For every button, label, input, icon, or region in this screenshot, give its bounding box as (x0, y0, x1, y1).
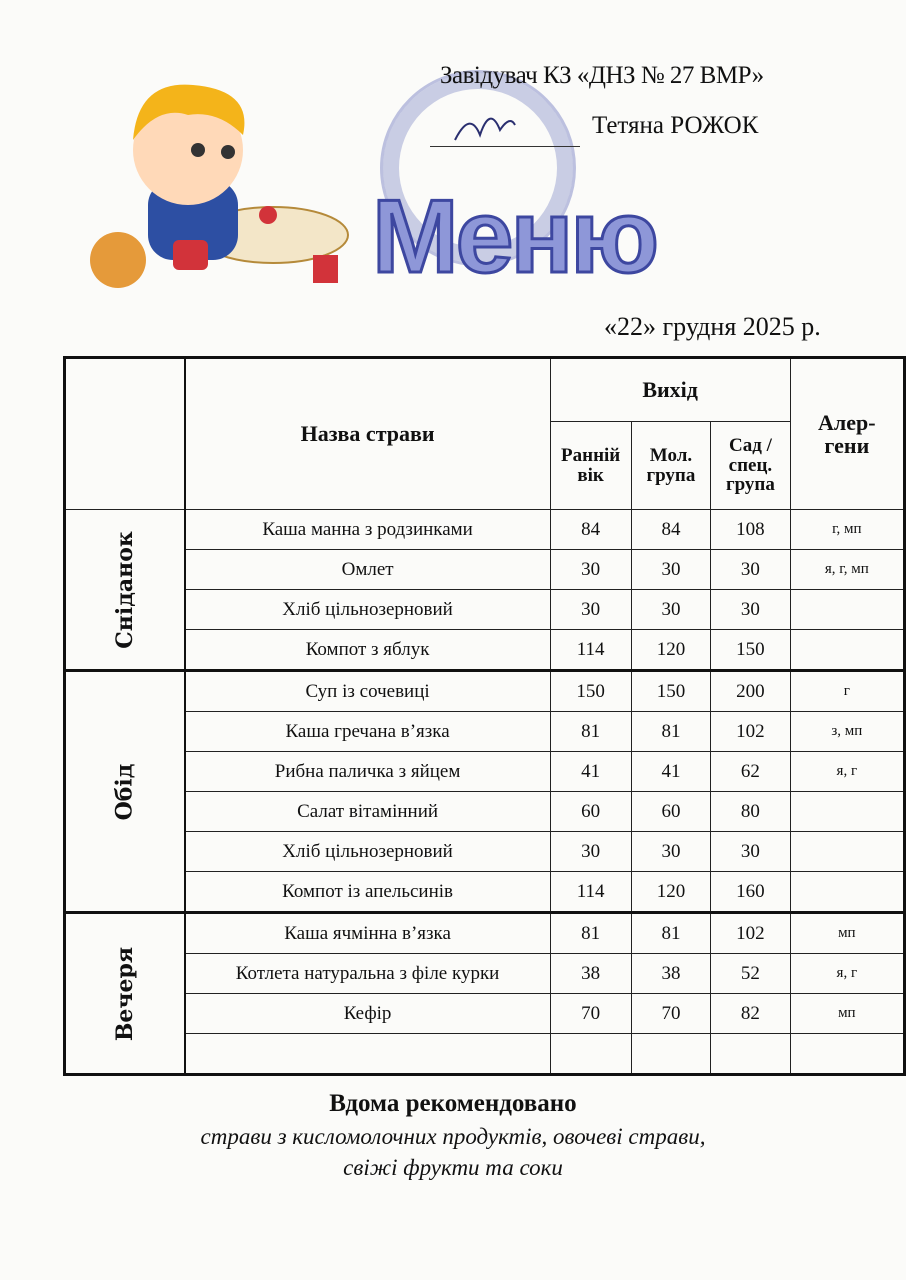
output-junior (631, 1034, 710, 1075)
dish-name: Омлет (185, 550, 551, 590)
menu-date: «22» грудня 2025 р. (604, 312, 821, 341)
allergens: мп (790, 994, 904, 1034)
signatory-name: Тетяна РОЖОК (592, 112, 759, 139)
output-early: 30 (550, 832, 631, 872)
output-garden: 160 (711, 872, 790, 913)
output-early: 60 (550, 792, 631, 832)
col-early-header: Ранній вік (550, 422, 631, 510)
allergens (790, 1034, 904, 1075)
output-junior: 81 (631, 913, 710, 954)
section-label (65, 913, 185, 1075)
table-row (65, 1034, 905, 1075)
table-row (65, 752, 905, 792)
table-row (65, 954, 905, 994)
allergens: я, г (790, 954, 904, 994)
allergens: г, мп (790, 510, 904, 550)
output-early: 114 (550, 630, 631, 671)
output-garden: 80 (711, 792, 790, 832)
table-row (65, 671, 905, 712)
output-early: 81 (550, 712, 631, 752)
output-garden: 52 (711, 954, 790, 994)
output-garden: 108 (711, 510, 790, 550)
table-row (65, 550, 905, 590)
output-early: 70 (550, 994, 631, 1034)
section-header-empty (65, 358, 185, 510)
output-garden: 200 (711, 671, 790, 712)
output-early (550, 1034, 631, 1075)
output-junior: 84 (631, 510, 710, 550)
approval-title: Завідувач КЗ «ДНЗ № 27 ВМР» (440, 62, 764, 89)
dish-name: Рибна паличка з яйцем (185, 752, 551, 792)
output-junior: 38 (631, 954, 710, 994)
dish-name: Хліб цільнозерновий (185, 832, 551, 872)
dish-name: Каша гречана в’язка (185, 712, 551, 752)
col-junior-header: Мол. група (631, 422, 710, 510)
output-early: 38 (550, 954, 631, 994)
col-allergens-header: Алер-гени (790, 358, 904, 510)
table-row (65, 832, 905, 872)
output-garden: 62 (711, 752, 790, 792)
section-label-text: Сніданок (111, 530, 138, 649)
dish-name: Компот із апельсинів (185, 872, 551, 913)
output-junior: 41 (631, 752, 710, 792)
section-label (65, 510, 185, 671)
table-row (65, 630, 905, 671)
recommendation-line-2: свіжі фрукти та соки (343, 1155, 563, 1180)
section-label-text: Обід (111, 763, 138, 820)
output-garden: 30 (711, 550, 790, 590)
dish-name: Компот з яблук (185, 630, 551, 671)
menu-table (63, 356, 906, 1076)
output-junior: 30 (631, 832, 710, 872)
output-junior: 81 (631, 712, 710, 752)
output-junior: 30 (631, 590, 710, 630)
output-early: 30 (550, 590, 631, 630)
boy-eating-illustration (78, 60, 358, 300)
page-title: Меню (372, 179, 657, 295)
signature (450, 105, 520, 150)
output-garden: 82 (711, 994, 790, 1034)
section-label-text: Вечеря (111, 946, 138, 1041)
table-row (65, 872, 905, 913)
dish-name: Хліб цільнозерновий (185, 590, 551, 630)
output-garden: 150 (711, 630, 790, 671)
output-garden: 30 (711, 832, 790, 872)
output-early: 81 (550, 913, 631, 954)
dish-name: Котлета натуральна з філе курки (185, 954, 551, 994)
dish-name: Салат вітамінний (185, 792, 551, 832)
allergens (790, 832, 904, 872)
table-row (65, 510, 905, 550)
output-junior: 120 (631, 872, 710, 913)
allergens (790, 792, 904, 832)
dish-name: Суп із сочевиці (185, 671, 551, 712)
col-name-header: Назва страви (185, 358, 551, 510)
output-garden: 30 (711, 590, 790, 630)
allergens: з, мп (790, 712, 904, 752)
allergens (790, 590, 904, 630)
output-junior: 150 (631, 671, 710, 712)
allergens: я, г (790, 752, 904, 792)
output-junior: 30 (631, 550, 710, 590)
recommendation-heading: Вдома рекомендовано (329, 1090, 577, 1117)
allergens (790, 872, 904, 913)
recommendation-line-1: страви з кисломолочних продуктів, овочеві страви, (200, 1124, 706, 1149)
output-early: 30 (550, 550, 631, 590)
table-row (65, 994, 905, 1034)
col-output-header: Вихід (550, 358, 790, 422)
output-junior: 70 (631, 994, 710, 1034)
dish-name: Каша манна з родзинками (185, 510, 551, 550)
output-junior: 120 (631, 630, 710, 671)
output-junior: 60 (631, 792, 710, 832)
table-row (65, 590, 905, 630)
col-garden-header: Сад / спец. група (711, 422, 790, 510)
allergens: я, г, мп (790, 550, 904, 590)
output-garden: 102 (711, 712, 790, 752)
output-garden: 102 (711, 913, 790, 954)
allergens: мп (790, 913, 904, 954)
section-label (65, 671, 185, 913)
dish-name (185, 1034, 551, 1075)
output-early: 150 (550, 671, 631, 712)
table-row (65, 712, 905, 752)
output-early: 114 (550, 872, 631, 913)
output-early: 84 (550, 510, 631, 550)
output-early: 41 (550, 752, 631, 792)
allergens (790, 630, 904, 671)
table-row (65, 913, 905, 954)
allergens: г (790, 671, 904, 712)
dish-name: Кефір (185, 994, 551, 1034)
dish-name: Каша ячмінна в’язка (185, 913, 551, 954)
table-row (65, 792, 905, 832)
output-garden (711, 1034, 790, 1075)
